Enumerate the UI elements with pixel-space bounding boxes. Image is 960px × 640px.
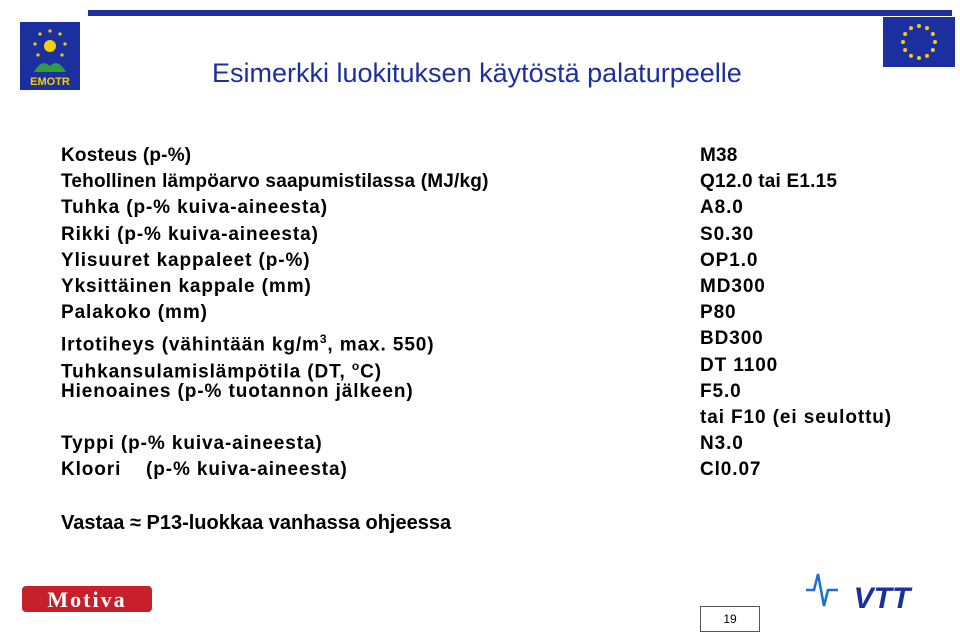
row-label: Yksittäinen kappale (mm) bbox=[61, 275, 312, 297]
eu-flag bbox=[883, 17, 955, 67]
vtt-logo bbox=[800, 568, 920, 614]
row-value: Q12.0 tai E1.15 bbox=[700, 171, 838, 193]
table-row bbox=[61, 431, 951, 457]
row-label: Rikki (p-% kuiva-aineesta) bbox=[61, 223, 319, 245]
eu-star-icon bbox=[917, 24, 921, 28]
row-label: Tuhka (p-% kuiva-aineesta) bbox=[61, 197, 328, 219]
eu-star-icon bbox=[903, 48, 907, 52]
table-row bbox=[61, 222, 951, 248]
table-row bbox=[61, 405, 951, 431]
eu-star-icon bbox=[933, 40, 937, 44]
row-value: BD300 bbox=[700, 328, 764, 350]
table-row bbox=[61, 353, 951, 382]
row-label: Tehollinen lämpöarvo saapumistilassa (MJ/kg) bbox=[61, 171, 489, 193]
table-row bbox=[61, 143, 951, 169]
row-value: P80 bbox=[700, 302, 737, 324]
row-value: tai F10 (ei seulottu) bbox=[700, 406, 893, 428]
row-value: Cl0.07 bbox=[700, 459, 762, 481]
row-label: Kloori (p-% kuiva-aineesta) bbox=[61, 459, 348, 481]
eu-star-icon bbox=[931, 32, 935, 36]
row-value: OP1.0 bbox=[700, 249, 759, 271]
eu-star-icon bbox=[925, 54, 929, 58]
table-row bbox=[61, 379, 951, 405]
row-label: Typpi (p-% kuiva-aineesta) bbox=[61, 433, 323, 455]
eu-star-icon bbox=[903, 32, 907, 36]
comparison-note: Vastaa ≈ P13-luokkaa vanhassa ohjeessa bbox=[61, 512, 452, 534]
row-value: A8.0 bbox=[700, 197, 744, 219]
eu-star-icon bbox=[931, 48, 935, 52]
svg-text:Motiva: Motiva bbox=[47, 587, 127, 612]
row-value: MD300 bbox=[700, 275, 766, 297]
row-label: Kosteus (p-%) bbox=[61, 145, 192, 166]
row-label: Ylisuuret kappaleet (p-%) bbox=[61, 249, 311, 271]
eu-star-icon bbox=[901, 40, 905, 44]
page-number: 19 bbox=[700, 606, 760, 632]
classification-table bbox=[61, 143, 951, 483]
eu-star-icon bbox=[917, 56, 921, 60]
eu-star-icon bbox=[909, 26, 913, 30]
row-label: Tuhkansulamislämpötila (DT, $^o$C) bbox=[61, 358, 382, 382]
row-value: F5.0 bbox=[700, 380, 742, 402]
motiva-logo bbox=[22, 582, 152, 616]
page-title: Esimerkki luokituksen käytöstä palaturpeelle bbox=[212, 58, 742, 88]
table-row bbox=[61, 457, 951, 483]
row-label: Irtotiheys (vähintään $kg/m^3$, max. 550) bbox=[61, 332, 435, 356]
top-rule bbox=[88, 10, 952, 16]
eu-star-icon bbox=[909, 54, 913, 58]
row-value: S0.30 bbox=[700, 223, 755, 245]
row-value: N3.0 bbox=[700, 433, 744, 455]
eu-star-icon bbox=[925, 26, 929, 30]
table-row bbox=[61, 300, 951, 326]
table-row bbox=[61, 195, 951, 221]
row-label: Hienoaines (p-% tuotannon jälkeen) bbox=[61, 380, 414, 402]
row-label: Palakoko (mm) bbox=[61, 302, 208, 324]
svg-text:EMOTR: EMOTR bbox=[30, 76, 70, 88]
table-row bbox=[61, 248, 951, 274]
row-value: M38 bbox=[700, 145, 738, 166]
svg-text:VTT: VTT bbox=[853, 582, 911, 614]
row-value: DT 1100 bbox=[700, 354, 779, 376]
table-row bbox=[61, 274, 951, 300]
table-row bbox=[61, 326, 951, 356]
table-row bbox=[61, 169, 951, 195]
emotr-logo bbox=[20, 22, 80, 90]
